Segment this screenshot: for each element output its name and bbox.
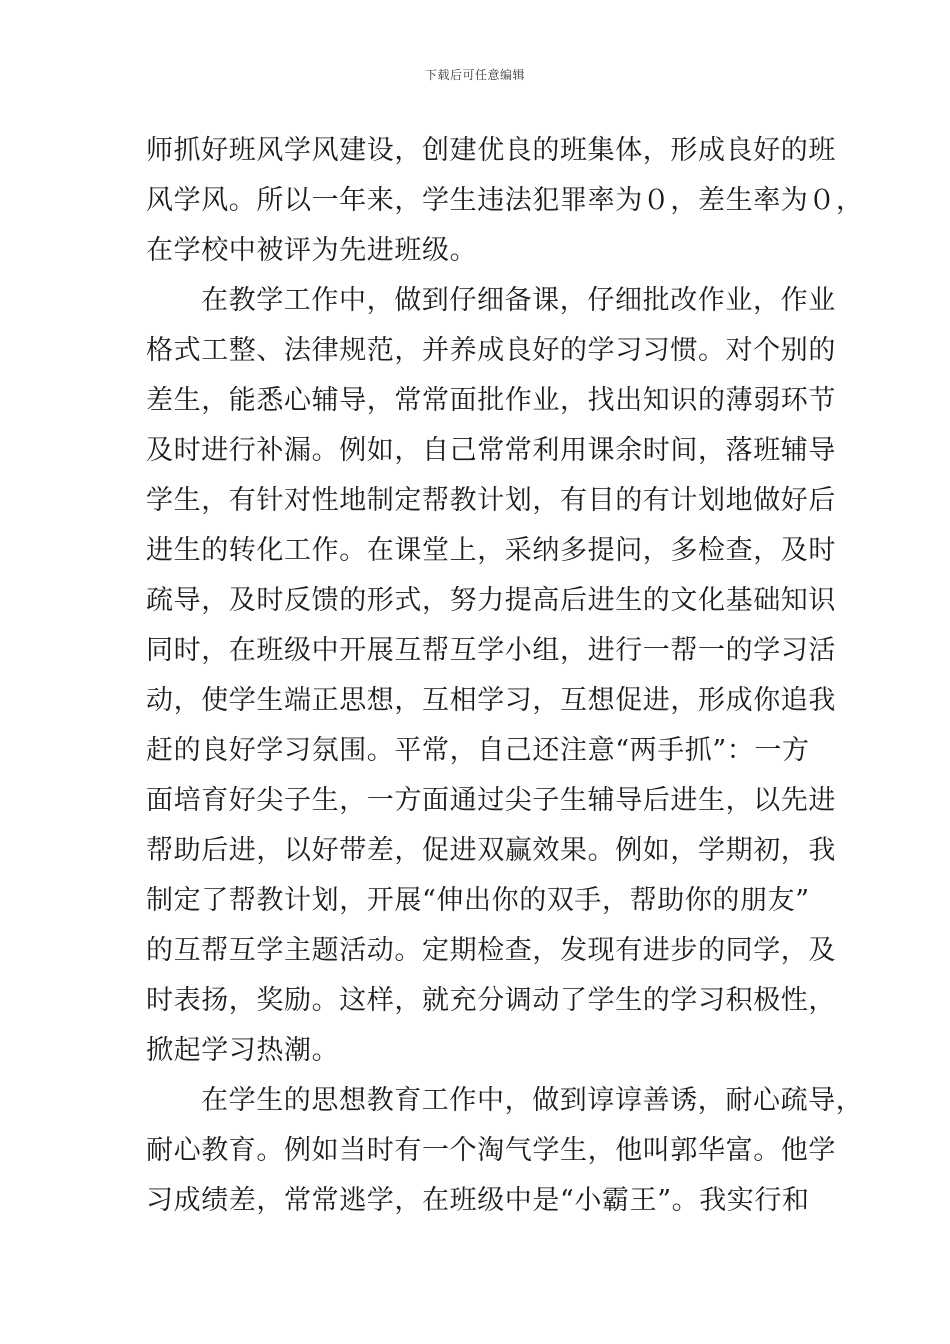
- text-line: 的互帮互学主题活动。定期检查，发现有进步的同学，及: [146, 935, 836, 966]
- text-line: 面培育好尖子生，一方面通过尖子生辅导后进生，以先进: [146, 785, 836, 816]
- text-line: 风学风。所以一年来，学生违法犯罪率为０，差生率为０，: [146, 185, 864, 216]
- text-line: 在学校中被评为先进班级。: [146, 235, 478, 266]
- page-header: 下载后可任意编辑: [424, 68, 525, 82]
- paragraph-first-line: 在学生的思想教育工作中，做到谆谆善诱，耐心疏导，: [201, 1085, 864, 1116]
- text-line: 制定了帮教计划，开展“伸出你的双手，帮助你的朋友”: [146, 885, 810, 916]
- document-body: [146, 126, 864, 1226]
- text-line: 学生，有针对性地制定帮教计划，有目的有计划地做好后: [146, 485, 836, 516]
- text-line: 赶的良好学习氛围。平常，自己还注意“两手抓”：一方: [146, 735, 810, 766]
- text-line: 时表扬，奖励。这样，就充分调动了学生的学习积极性，: [146, 985, 836, 1016]
- text-line: 进生的转化工作。在课堂上，采纳多提问，多检查，及时: [146, 535, 836, 566]
- text-line: 格式工整、法律规范，并养成良好的学习习惯。对个别的: [146, 335, 836, 366]
- text-line: 掀起学习热潮。: [146, 1035, 340, 1066]
- text-line: 习成绩差，常常逃学，在班级中是“小霸王”。我实行和: [146, 1185, 810, 1216]
- text-line: 及时进行补漏。例如，自己常常利用课余时间，落班辅导: [146, 435, 836, 466]
- text-line: 帮助后进，以好带差，促进双赢效果。例如，学期初，我: [146, 835, 836, 866]
- text-line: 疏导，及时反馈的形式，努力提高后进生的文化基础知识: [146, 585, 836, 616]
- paragraph-first-line: 在教学工作中，做到仔细备课，仔细批改作业，作业: [201, 285, 836, 316]
- text-line: 耐心教育。例如当时有一个淘气学生，他叫郭华富。他学: [146, 1135, 836, 1166]
- text-line: 动，使学生端正思想，互相学习，互想促进，形成你追我: [146, 685, 836, 716]
- text-line: 同时，在班级中开展互帮互学小组，进行一帮一的学习活: [146, 635, 836, 666]
- text-line: 差生，能悉心辅导，常常面批作业，找出知识的薄弱环节: [146, 385, 836, 416]
- text-line: 师抓好班风学风建设，创建优良的班集体，形成良好的班: [146, 135, 836, 166]
